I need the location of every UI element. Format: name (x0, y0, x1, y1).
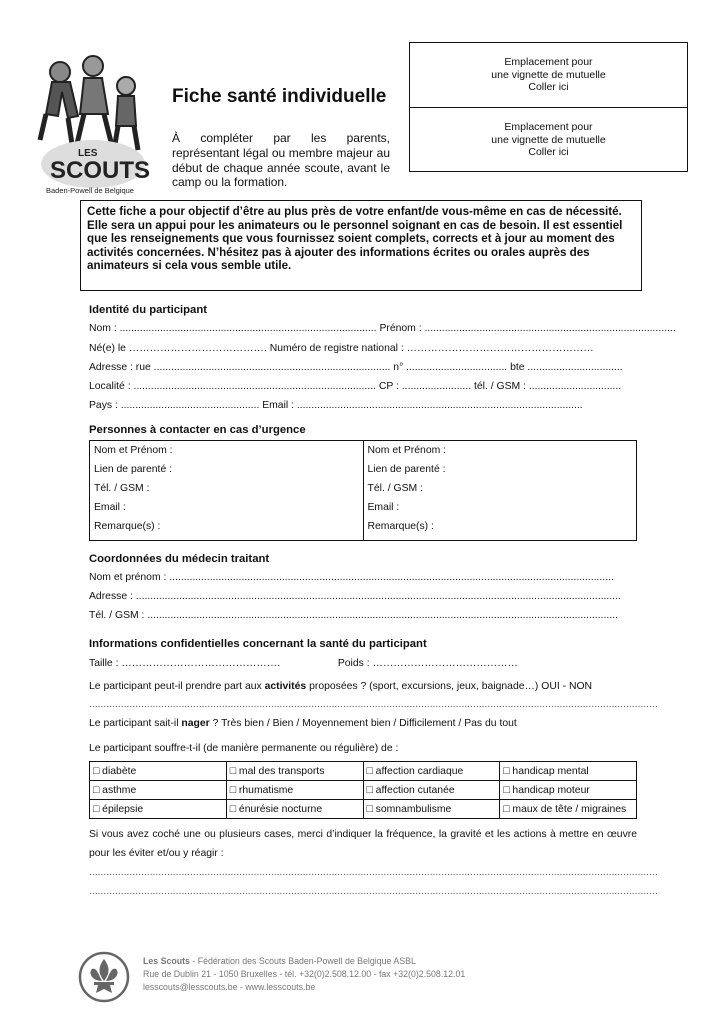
followup-answer-line-2[interactable]: ..................................................................................................................................................................................................... (89, 886, 658, 897)
contact-2[interactable] (363, 441, 637, 541)
footer-line-3[interactable]: lesscouts@lesscouts.be - www.lesscouts.be (143, 982, 316, 992)
vignette-slot-1[interactable]: Emplacement pour une vignette de mutuelle Coller ici (491, 56, 606, 94)
fleur-de-lis-icon (78, 951, 130, 1003)
condition-migraines[interactable] (500, 800, 637, 819)
condition-epilepsy[interactable] (90, 800, 227, 819)
footer-line-2: Rue de Dublin 21 - 1050 Bruxelles - tél. +32(0)2.508.12.00 - fax +32(0)2.508.12.01 (143, 969, 466, 979)
email-label: Email : (262, 400, 294, 411)
conditions-followup: Si vous avez coché une ou plusieurs cases, merci d’indiquer la fréquence, la gravité et les actions à mettre en œuvre pour les éviter et/ou y réagir : (89, 829, 637, 859)
health-heading: Informations confidentielles concernant la santé du participant (89, 638, 427, 650)
condition-mental-handicap[interactable] (500, 762, 637, 781)
street-label: Adresse : rue (89, 362, 151, 373)
condition-label: mal des transports (238, 765, 325, 777)
doctor-name-line[interactable]: Nom et prénom : .......................................................................................................................................................... (89, 572, 614, 583)
conditions-table (89, 761, 637, 819)
checkbox-icon[interactable]: □ (229, 765, 237, 777)
doctor-name-label: Nom et prénom : (89, 572, 167, 583)
page-title: Fiche santé individuelle (172, 86, 387, 107)
footer-org-name: Les Scouts (143, 956, 190, 966)
footer-org-desc: - Fédération des Scouts Baden-Powell de Belgique ASBL (189, 956, 416, 966)
registry-label: Numéro de registre national : (269, 343, 404, 354)
condition-label: épilepsie (102, 803, 144, 815)
doctor-heading: Coordonnées du médecin traitant (89, 553, 270, 565)
condition-enuresis[interactable] (226, 800, 363, 819)
country-label: Pays : (89, 400, 118, 411)
swim-text-1: Le participant sait-il (89, 718, 182, 729)
activities-text-2: proposées ? (sport, excursions, jeux, baignade…) OUI - NON (306, 681, 593, 692)
vignette-slot-2[interactable]: Emplacement pour une vignette de mutuelle Coller ici (410, 107, 687, 172)
number-label: n° (393, 362, 404, 373)
doctor-phone-label: Tél. / GSM : (89, 610, 145, 621)
contact-2-phone: Tél. / GSM : (367, 483, 423, 494)
contact-1-phone: Tél. / GSM : (94, 483, 150, 494)
contacts-heading: Personnes à contacter en cas d’urgence (89, 424, 306, 436)
intro-text: À compléter par les parents, représentant légal ou membre majeur au début de chaque année scoute, avant le camp ou la formation. (172, 131, 390, 190)
condition-label: handicap mental (512, 765, 589, 777)
condition-label: affection cutanée (375, 784, 455, 796)
condition-cardiac[interactable] (363, 762, 500, 781)
city-label: Localité : (89, 381, 131, 392)
svg-text:SCOUTS: SCOUTS (50, 157, 151, 184)
condition-motor-handicap[interactable] (500, 781, 637, 800)
emergency-contacts-table (89, 440, 637, 541)
identity-name-line[interactable]: Nom : ......................................................................................... Prénom : ....................................................................................... (89, 323, 676, 334)
contact-2-name: Nom et Prénom : (367, 445, 447, 456)
swim-keyword: nager (181, 718, 210, 729)
condition-skin[interactable] (363, 781, 500, 800)
checkbox-icon[interactable]: □ (366, 803, 373, 815)
checkbox-icon[interactable]: □ (366, 765, 373, 777)
identity-city-line[interactable]: Localité : .................................................................................... CP : ........................ tél. / GSM : ................................ (89, 381, 622, 392)
checkbox-icon[interactable]: □ (503, 784, 510, 796)
condition-diabetes[interactable] (90, 762, 227, 781)
contact-2-remarks: Remarque(s) : (367, 521, 434, 532)
activities-answer-line[interactable]: ..................................................................................................................................................................................................... (89, 699, 658, 710)
svg-text:LES: LES (78, 148, 98, 159)
nom-label: Nom : (89, 323, 117, 334)
contact-1-name: Nom et Prénom : (94, 445, 173, 456)
phone-label: tél. / GSM : (473, 381, 526, 392)
activities-keyword: activités (264, 681, 307, 692)
prenom-label: Prénom : (379, 323, 422, 334)
scouts-logo (38, 52, 151, 197)
notice-box: Cette fiche a pour objectif d’être au plus près de votre enfant/de vous-même en cas de nécessité. Elle sera un appui pour les animateurs ou le personnel soignant en cas de besoin. Il est essentiel que les renseignements que vous fournissez soient complets, corrects et à jour au moment des activités concernées. N’hésitez pas à ajouter des informations écrites ou orales auprès des animateurs si cela vous semble utile. (80, 200, 642, 291)
activities-question (89, 680, 637, 694)
contact-1-remarks: Remarque(s) : (94, 521, 161, 532)
condition-label: somnambulisme (375, 803, 452, 815)
box-label: bte (510, 362, 525, 373)
footer-line-1 (143, 955, 465, 968)
doctor-phone-line[interactable]: Tél. / GSM : ................................................................................................................................................................... (89, 610, 618, 621)
contact-2-relation: Lien de parenté : (367, 464, 446, 475)
checkbox-icon[interactable]: □ (93, 803, 100, 815)
birth-label: Né(e) le (89, 343, 126, 354)
doctor-address-label: Adresse : (89, 591, 133, 602)
contact-1-relation: Lien de parenté : (94, 464, 172, 475)
identity-country-line[interactable]: Pays : ................................................ Email : ................................................................................................... (89, 400, 583, 411)
condition-rheumatism[interactable] (226, 781, 363, 800)
contact-1-email: Email : (94, 502, 126, 513)
svg-text:Baden-Powell de Belgique: Baden-Powell de Belgique (46, 186, 134, 195)
height-label: Taille : (89, 658, 119, 669)
identity-address-line[interactable]: Adresse : rue .................................................................................. n° ................................... bte ................................. (89, 362, 623, 373)
checkbox-icon[interactable]: □ (503, 765, 510, 777)
condition-motion-sickness[interactable] (226, 762, 363, 781)
condition-asthma[interactable] (90, 781, 227, 800)
vignette-box (409, 42, 688, 172)
condition-label: maux de tête / migraines (512, 803, 627, 815)
condition-label: énurésie nocturne (238, 803, 323, 815)
checkbox-icon[interactable]: □ (366, 784, 373, 796)
condition-label: affection cardiaque (375, 765, 464, 777)
footer-text (143, 955, 465, 994)
swim-text-2: ? Très bien / Bien / Moyennement bien / Difficilement / Pas du tout (209, 718, 517, 729)
postcode-label: CP : (378, 381, 399, 392)
condition-sleepwalking[interactable] (363, 800, 500, 819)
conditions-question: Le participant souffre-t-il (de manière permanente ou régulière) de : (89, 743, 399, 754)
followup-answer-line-1[interactable]: ..................................................................................................................................................................................................... (89, 867, 658, 878)
condition-label: rhumatisme (238, 784, 294, 796)
checkbox-icon[interactable]: □ (229, 803, 237, 815)
checkbox-icon[interactable]: □ (229, 784, 237, 796)
contact-2-email: Email : (367, 502, 400, 513)
checkbox-icon[interactable]: □ (503, 803, 510, 815)
identity-heading: Identité du participant (89, 304, 207, 316)
condition-label: handicap moteur (512, 784, 590, 796)
swim-question[interactable] (89, 717, 637, 731)
activities-text-1: Le participant peut-il prendre part aux (89, 681, 265, 692)
condition-label: asthme (102, 784, 137, 796)
contact-1[interactable] (90, 441, 364, 541)
identity-birth-line[interactable]: Né(e) le …………………………………. Numéro de registre national : ……………………………………………… (89, 343, 594, 354)
checkbox-icon[interactable]: □ (93, 765, 100, 777)
condition-label: diabète (102, 765, 137, 777)
checkbox-icon[interactable]: □ (93, 784, 100, 796)
weight-label: Poids : (337, 658, 370, 669)
height-weight-line[interactable]: Taille : ………………………………………. Poids : …………………………………… (89, 658, 518, 669)
doctor-address-line[interactable]: Adresse : ........................................................................................................................................................................ (89, 591, 621, 602)
